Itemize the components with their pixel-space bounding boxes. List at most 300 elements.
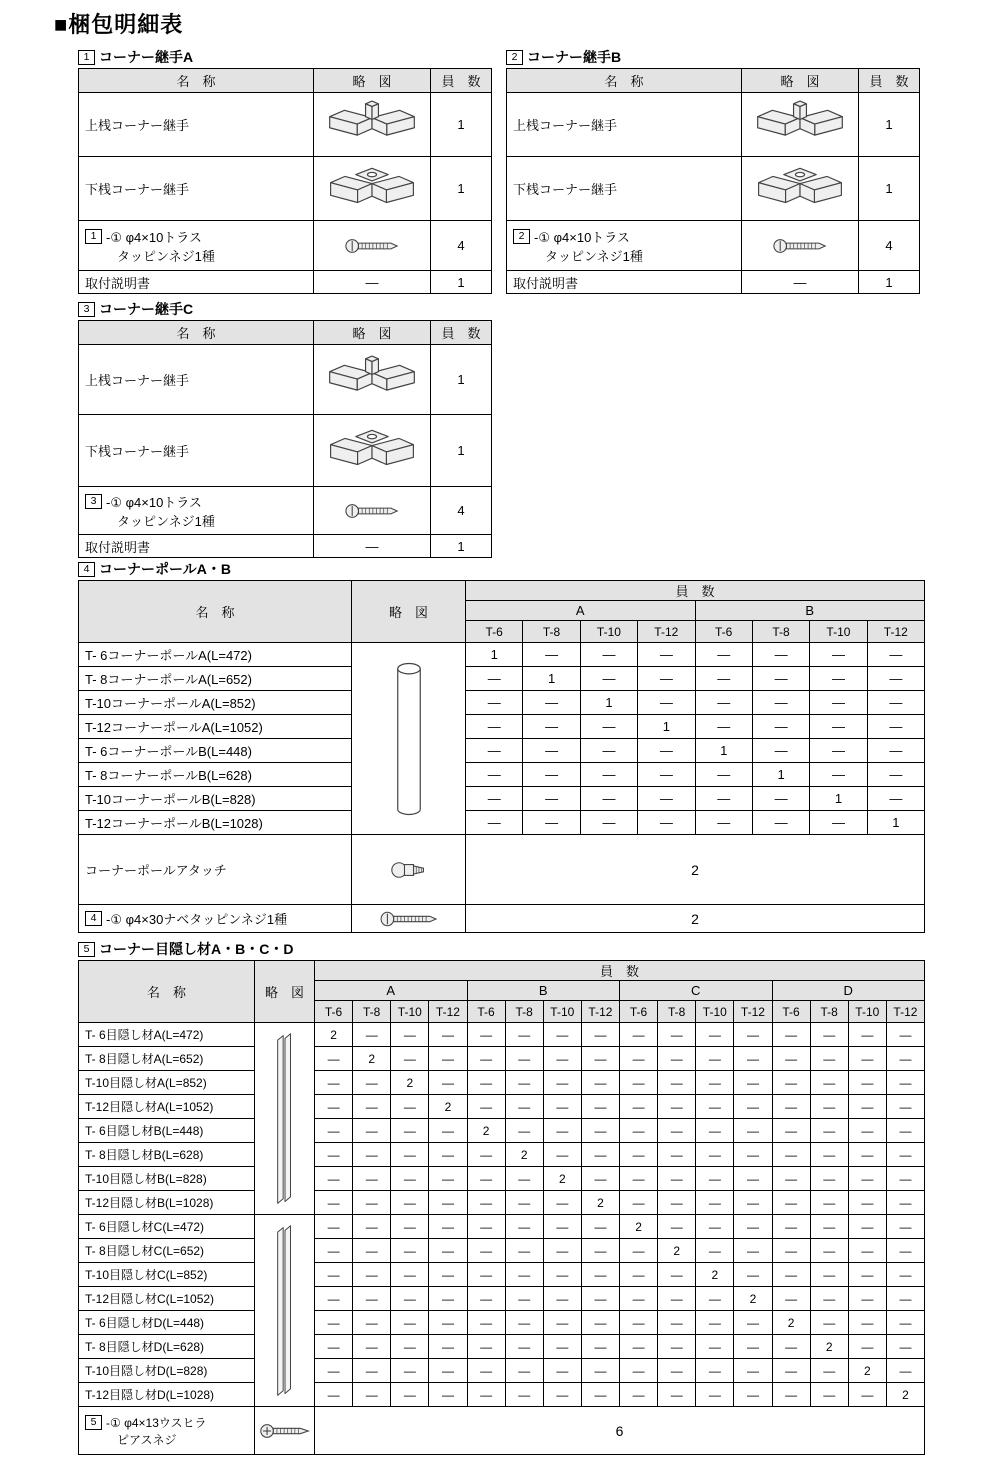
ref-number-box: 4 xyxy=(78,562,95,577)
sketch-cell xyxy=(742,157,859,221)
qty-cell: — xyxy=(466,691,523,715)
qty-cell: — xyxy=(429,1287,467,1311)
qty-cell: — xyxy=(658,1119,696,1143)
size-header: T-12 xyxy=(734,1001,772,1023)
qty-cell: — xyxy=(772,1191,810,1215)
table-row xyxy=(79,157,492,221)
qty-cell: — xyxy=(696,1023,734,1047)
table-row xyxy=(79,1335,925,1359)
part-qty: 1 xyxy=(431,345,492,415)
table-row xyxy=(79,1263,925,1287)
part-name: 下桟コーナー継手 xyxy=(79,415,314,487)
qty-cell: — xyxy=(620,1023,658,1047)
qty-cell: — xyxy=(429,1311,467,1335)
qty-cell: — xyxy=(620,1167,658,1191)
qty-cell: — xyxy=(886,1335,924,1359)
part-name-text: -① φ4×10トラス xyxy=(534,229,630,245)
qty-cell: — xyxy=(734,1023,772,1047)
qty-cell: — xyxy=(581,1071,619,1095)
part-name xyxy=(507,221,742,271)
qty-cell: — xyxy=(867,691,924,715)
qty-cell: — xyxy=(867,643,924,667)
qty-cell: — xyxy=(505,1311,543,1335)
sketch-dash: — xyxy=(742,271,859,294)
table-row xyxy=(79,667,925,691)
ref-number-box: 2 xyxy=(513,229,530,244)
qty-cell: — xyxy=(752,811,809,835)
col-header-name: 名 称 xyxy=(79,961,255,1023)
qty-cell: — xyxy=(886,1359,924,1383)
qty-cell: — xyxy=(581,1239,619,1263)
part-name: T-10目隠し材A(L=852) xyxy=(79,1071,255,1095)
section-corner-blind xyxy=(78,940,925,1455)
group-header: C xyxy=(620,981,773,1001)
qty-cell: — xyxy=(391,1167,429,1191)
size-header: T-10 xyxy=(696,1001,734,1023)
col-header-qty: 員 数 xyxy=(431,69,492,93)
part-name: T-12コーナーポールA(L=1052) xyxy=(79,715,352,739)
part-name: T-10目隠し材C(L=852) xyxy=(79,1263,255,1287)
qty-cell: 1 xyxy=(523,667,580,691)
table-row xyxy=(79,739,925,763)
size-header: T-6 xyxy=(466,621,523,643)
ref-number-box: 4 xyxy=(85,911,102,926)
table-row xyxy=(79,1215,925,1239)
qty-cell: 2 xyxy=(391,1071,429,1095)
table-row xyxy=(79,811,925,835)
qty-cell: — xyxy=(696,1071,734,1095)
qty-cell: — xyxy=(467,1311,505,1335)
qty-cell: — xyxy=(658,1023,696,1047)
qty-cell: — xyxy=(810,1263,848,1287)
qty-cell: — xyxy=(810,1311,848,1335)
qty-cell: — xyxy=(810,763,867,787)
sketch-cell xyxy=(742,93,859,157)
part-name-line2: タッピンネジ1種 xyxy=(545,248,643,264)
qty-cell: — xyxy=(810,1215,848,1239)
parts-table-2 xyxy=(506,68,920,294)
table-row xyxy=(79,93,492,157)
col-header-sketch: 略 図 xyxy=(352,581,466,643)
col-header-qty: 員 数 xyxy=(315,961,925,981)
qty-cell: — xyxy=(581,1335,619,1359)
qty-cell: — xyxy=(543,1191,581,1215)
qty-cell: — xyxy=(505,1359,543,1383)
part-qty: 2 xyxy=(466,905,925,933)
col-header-qty: 員 数 xyxy=(431,321,492,345)
part-name: 下桟コーナー継手 xyxy=(507,157,742,221)
group-header: A xyxy=(315,981,468,1001)
section-corner-joint-b xyxy=(506,48,920,294)
part-qty: 1 xyxy=(859,157,920,221)
qty-cell: — xyxy=(505,1047,543,1071)
table-row xyxy=(507,271,920,294)
qty-cell: — xyxy=(810,1191,848,1215)
qty-cell: — xyxy=(391,1143,429,1167)
table-row xyxy=(79,1287,925,1311)
table-row xyxy=(79,1359,925,1383)
part-qty: 1 xyxy=(431,271,492,294)
qty-cell: — xyxy=(810,691,867,715)
section-title-text: コーナーポールA・B xyxy=(99,561,231,577)
part-name: T- 6目隠し材D(L=448) xyxy=(79,1311,255,1335)
qty-cell: — xyxy=(696,1119,734,1143)
qty-cell: — xyxy=(848,1263,886,1287)
size-header: T-10 xyxy=(810,621,867,643)
qty-cell: — xyxy=(467,1047,505,1071)
qty-cell: — xyxy=(696,1383,734,1407)
qty-cell: — xyxy=(810,811,867,835)
qty-cell: — xyxy=(658,1335,696,1359)
table-row xyxy=(79,535,492,558)
qty-cell: — xyxy=(867,667,924,691)
col-header-qty: 員 数 xyxy=(859,69,920,93)
section-title-text: コーナー継手A xyxy=(99,49,194,65)
qty-cell: 2 xyxy=(734,1287,772,1311)
qty-cell: — xyxy=(505,1191,543,1215)
qty-cell: — xyxy=(543,1311,581,1335)
qty-cell: — xyxy=(620,1095,658,1119)
qty-cell: — xyxy=(867,787,924,811)
qty-cell: — xyxy=(467,1167,505,1191)
qty-cell: — xyxy=(696,1167,734,1191)
qty-cell: — xyxy=(429,1143,467,1167)
table-row xyxy=(79,1383,925,1407)
qty-cell: — xyxy=(734,1191,772,1215)
qty-cell: — xyxy=(734,1359,772,1383)
col-header-sketch: 略 図 xyxy=(314,69,431,93)
pan-screw-sketch xyxy=(379,910,439,928)
qty-cell: — xyxy=(734,1119,772,1143)
part-qty: 1 xyxy=(859,93,920,157)
part-name: T- 8目隠し材A(L=652) xyxy=(79,1047,255,1071)
qty-cell: — xyxy=(848,1071,886,1095)
qty-cell: — xyxy=(467,1071,505,1095)
size-header: T-12 xyxy=(429,1001,467,1023)
qty-cell: — xyxy=(581,1383,619,1407)
qty-cell: — xyxy=(353,1167,391,1191)
qty-cell: — xyxy=(620,1311,658,1335)
size-header: T-6 xyxy=(695,621,752,643)
qty-cell: — xyxy=(772,1359,810,1383)
qty-cell: 1 xyxy=(695,739,752,763)
qty-cell: — xyxy=(620,1191,658,1215)
qty-cell: — xyxy=(543,1383,581,1407)
ref-number-box: 3 xyxy=(85,494,102,509)
qty-cell: — xyxy=(580,763,637,787)
table-row xyxy=(79,1239,925,1263)
qty-cell: — xyxy=(810,1167,848,1191)
qty-cell: — xyxy=(353,1071,391,1095)
qty-cell: — xyxy=(466,787,523,811)
size-header: T-8 xyxy=(353,1001,391,1023)
qty-cell: 1 xyxy=(638,715,695,739)
size-header: T-12 xyxy=(581,1001,619,1023)
part-name: T-10目隠し材D(L=828) xyxy=(79,1359,255,1383)
part-name: T- 8目隠し材B(L=628) xyxy=(79,1143,255,1167)
truss-screw-sketch xyxy=(344,237,400,255)
sketch-cell xyxy=(314,93,431,157)
qty-cell: — xyxy=(391,1119,429,1143)
qty-cell: — xyxy=(315,1119,353,1143)
qty-cell: — xyxy=(581,1287,619,1311)
qty-cell: 2 xyxy=(848,1359,886,1383)
part-name: T- 6目隠し材C(L=472) xyxy=(79,1215,255,1239)
qty-cell: — xyxy=(581,1359,619,1383)
col-header-name: 名 称 xyxy=(79,69,314,93)
qty-cell: — xyxy=(543,1023,581,1047)
qty-cell: — xyxy=(658,1359,696,1383)
pole-attach-sketch xyxy=(390,857,428,883)
qty-cell: — xyxy=(505,1287,543,1311)
group-header: D xyxy=(772,981,925,1001)
qty-cell: — xyxy=(695,787,752,811)
table-row xyxy=(507,157,920,221)
corner-pole-sketch xyxy=(394,659,424,819)
qty-cell: — xyxy=(391,1311,429,1335)
qty-cell: — xyxy=(848,1335,886,1359)
qty-cell: 2 xyxy=(467,1119,505,1143)
qty-cell: — xyxy=(505,1023,543,1047)
qty-cell: — xyxy=(429,1023,467,1047)
qty-cell: — xyxy=(886,1119,924,1143)
qty-cell: — xyxy=(696,1335,734,1359)
qty-cell: — xyxy=(752,691,809,715)
qty-cell: — xyxy=(467,1239,505,1263)
size-header: T-6 xyxy=(772,1001,810,1023)
qty-cell: — xyxy=(772,1239,810,1263)
sketch-cell xyxy=(255,1215,315,1407)
qty-cell: — xyxy=(391,1215,429,1239)
part-qty: 1 xyxy=(859,271,920,294)
qty-cell: — xyxy=(620,1287,658,1311)
qty-cell: — xyxy=(886,1167,924,1191)
qty-cell: — xyxy=(848,1095,886,1119)
qty-cell: — xyxy=(658,1383,696,1407)
qty-cell: — xyxy=(886,1311,924,1335)
qty-cell: — xyxy=(429,1071,467,1095)
qty-cell: — xyxy=(886,1263,924,1287)
part-qty: 1 xyxy=(431,535,492,558)
qty-cell: — xyxy=(658,1143,696,1167)
qty-cell: 2 xyxy=(658,1239,696,1263)
part-name: T-12目隠し材A(L=1052) xyxy=(79,1095,255,1119)
qty-cell: — xyxy=(772,1287,810,1311)
part-name: 上桟コーナー継手 xyxy=(79,93,314,157)
part-name: T-10コーナーポールB(L=828) xyxy=(79,787,352,811)
qty-cell: — xyxy=(620,1143,658,1167)
qty-cell: — xyxy=(620,1047,658,1071)
qty-cell: — xyxy=(867,763,924,787)
qty-cell: — xyxy=(467,1335,505,1359)
qty-cell: — xyxy=(886,1071,924,1095)
ref-number-box: 1 xyxy=(85,229,102,244)
qty-cell: 1 xyxy=(580,691,637,715)
qty-cell: — xyxy=(315,1047,353,1071)
qty-cell: — xyxy=(505,1071,543,1095)
qty-cell: 2 xyxy=(886,1383,924,1407)
qty-cell: — xyxy=(848,1311,886,1335)
qty-cell: — xyxy=(772,1047,810,1071)
sketch-cell xyxy=(314,487,431,535)
parts-table-3 xyxy=(78,320,492,558)
qty-cell: — xyxy=(658,1071,696,1095)
sketch-cell xyxy=(314,415,431,487)
qty-cell: — xyxy=(695,811,752,835)
qty-cell: — xyxy=(523,739,580,763)
part-name: T- 8目隠し材D(L=628) xyxy=(79,1335,255,1359)
part-name: T- 8目隠し材C(L=652) xyxy=(79,1239,255,1263)
table-row xyxy=(79,1047,925,1071)
qty-cell: — xyxy=(467,1263,505,1287)
part-name: T-10目隠し材B(L=828) xyxy=(79,1167,255,1191)
blind-strip-sketch xyxy=(274,1221,296,1401)
qty-cell: — xyxy=(353,1335,391,1359)
qty-cell: — xyxy=(638,763,695,787)
qty-cell: — xyxy=(353,1287,391,1311)
part-name xyxy=(79,905,352,933)
qty-cell: — xyxy=(810,739,867,763)
qty-cell: 1 xyxy=(867,811,924,835)
sketch-cell xyxy=(255,1023,315,1215)
qty-cell: — xyxy=(543,1359,581,1383)
page-title: ■梱包明細表 xyxy=(54,12,184,37)
blind-strip-sketch xyxy=(274,1029,296,1209)
qty-cell: — xyxy=(620,1335,658,1359)
qty-cell: — xyxy=(620,1071,658,1095)
qty-cell: — xyxy=(543,1047,581,1071)
qty-cell: 1 xyxy=(466,643,523,667)
qty-cell: — xyxy=(429,1335,467,1359)
qty-cell: — xyxy=(886,1143,924,1167)
parts-table-4 xyxy=(78,580,925,933)
qty-cell: — xyxy=(772,1023,810,1047)
qty-cell: — xyxy=(658,1167,696,1191)
qty-cell: — xyxy=(315,1263,353,1287)
qty-cell: — xyxy=(696,1143,734,1167)
qty-cell: — xyxy=(810,1119,848,1143)
qty-cell: — xyxy=(353,1263,391,1287)
qty-cell: — xyxy=(523,715,580,739)
qty-cell: — xyxy=(848,1047,886,1071)
qty-cell: — xyxy=(734,1167,772,1191)
qty-cell: — xyxy=(734,1311,772,1335)
qty-cell: — xyxy=(353,1359,391,1383)
corner-joint-upper-sketch xyxy=(326,354,418,406)
qty-cell: — xyxy=(696,1095,734,1119)
qty-cell: — xyxy=(505,1239,543,1263)
qty-cell: — xyxy=(505,1335,543,1359)
qty-cell: — xyxy=(523,691,580,715)
qty-cell: — xyxy=(505,1215,543,1239)
corner-joint-lower-sketch xyxy=(326,162,418,216)
col-header-name: 名 称 xyxy=(79,581,352,643)
qty-cell: — xyxy=(391,1239,429,1263)
qty-cell: — xyxy=(695,763,752,787)
table-row xyxy=(79,1023,925,1047)
qty-cell: — xyxy=(696,1287,734,1311)
qty-cell: — xyxy=(467,1143,505,1167)
qty-cell: — xyxy=(810,643,867,667)
qty-cell: — xyxy=(353,1311,391,1335)
part-name-text: -① φ4×30ナベタッピンネジ1種 xyxy=(106,912,288,927)
part-name xyxy=(79,487,314,535)
qty-cell: — xyxy=(391,1095,429,1119)
qty-cell: — xyxy=(391,1359,429,1383)
part-qty: 6 xyxy=(315,1407,925,1455)
ref-number-box: 5 xyxy=(85,1415,102,1430)
qty-cell: 1 xyxy=(810,787,867,811)
qty-cell: — xyxy=(580,811,637,835)
size-header: T-12 xyxy=(638,621,695,643)
part-qty: 1 xyxy=(431,415,492,487)
qty-cell: — xyxy=(315,1239,353,1263)
qty-cell: 2 xyxy=(581,1191,619,1215)
qty-cell: — xyxy=(353,1383,391,1407)
qty-cell: — xyxy=(810,1287,848,1311)
part-qty: 4 xyxy=(431,487,492,535)
qty-cell: — xyxy=(581,1047,619,1071)
qty-cell: — xyxy=(467,1095,505,1119)
qty-cell: — xyxy=(543,1119,581,1143)
table-row xyxy=(79,787,925,811)
qty-cell: — xyxy=(391,1335,429,1359)
qty-cell: — xyxy=(543,1263,581,1287)
qty-cell: — xyxy=(772,1095,810,1119)
qty-cell: — xyxy=(429,1215,467,1239)
table-row xyxy=(79,345,492,415)
qty-cell: — xyxy=(466,667,523,691)
qty-cell: — xyxy=(315,1359,353,1383)
group-header: B xyxy=(695,601,925,621)
qty-cell: 2 xyxy=(620,1215,658,1239)
qty-cell: — xyxy=(848,1191,886,1215)
piercing-screw-sketch xyxy=(259,1422,311,1440)
section-title xyxy=(506,48,920,66)
sketch-dash: — xyxy=(314,535,431,558)
qty-cell: — xyxy=(848,1119,886,1143)
qty-cell: 2 xyxy=(505,1143,543,1167)
qty-cell: — xyxy=(752,715,809,739)
part-name: 取付説明書 xyxy=(507,271,742,294)
size-header: T-10 xyxy=(580,621,637,643)
parts-table-5 xyxy=(78,960,925,1455)
part-name-text: -① φ4×13ウスヒラ xyxy=(106,1415,207,1430)
size-header: T-6 xyxy=(315,1001,353,1023)
qty-cell: — xyxy=(848,1215,886,1239)
qty-cell: — xyxy=(466,763,523,787)
size-header: T-8 xyxy=(523,621,580,643)
qty-cell: — xyxy=(772,1263,810,1287)
qty-cell: — xyxy=(658,1047,696,1071)
table-row xyxy=(79,643,925,667)
qty-cell: — xyxy=(467,1383,505,1407)
qty-cell: — xyxy=(523,811,580,835)
table-row xyxy=(79,763,925,787)
table-row xyxy=(79,271,492,294)
corner-joint-upper-sketch xyxy=(754,99,846,151)
qty-cell: — xyxy=(467,1191,505,1215)
qty-cell: — xyxy=(353,1191,391,1215)
qty-cell: — xyxy=(543,1335,581,1359)
qty-cell: — xyxy=(810,1143,848,1167)
qty-cell: — xyxy=(429,1167,467,1191)
qty-cell: — xyxy=(353,1095,391,1119)
qty-cell: — xyxy=(658,1263,696,1287)
truss-screw-sketch xyxy=(344,502,400,520)
table-row xyxy=(79,1143,925,1167)
qty-cell: — xyxy=(543,1287,581,1311)
